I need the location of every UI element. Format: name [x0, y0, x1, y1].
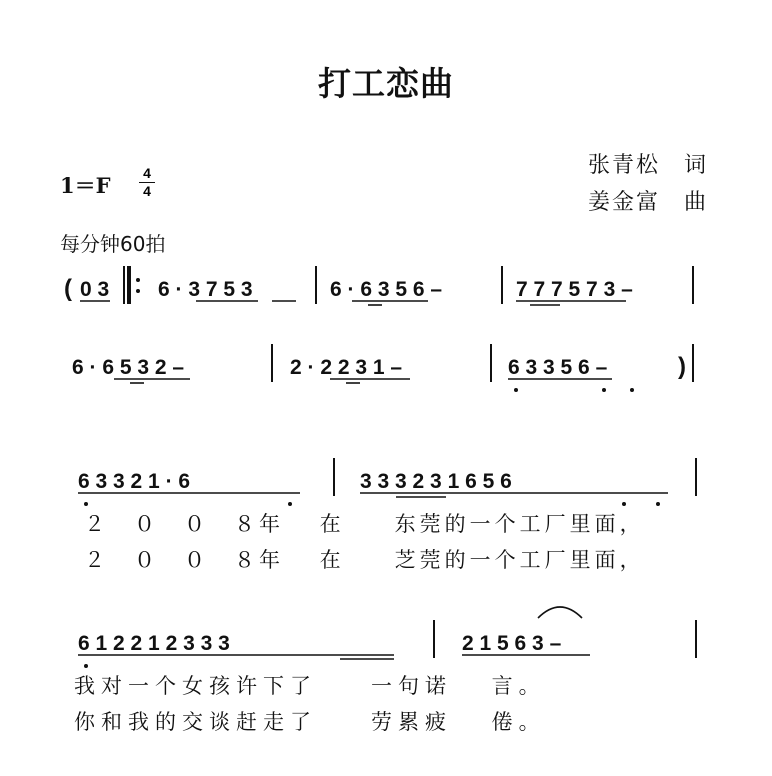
tempo-marking: 每分钟60拍	[60, 232, 166, 256]
octave-dots-row-4	[84, 664, 88, 668]
composer-credit: 姜金富 曲	[587, 190, 708, 215]
time-signature-top: 4	[143, 165, 151, 181]
paren-open: (	[64, 275, 72, 302]
underlines-row-3	[78, 493, 668, 497]
notation-row-1	[64, 275, 633, 302]
notation-phrase: 6 3 3 5 6 –	[508, 356, 608, 379]
notation-phrase: 0 3	[80, 278, 110, 301]
underlines-row-2	[114, 379, 612, 383]
slur	[538, 607, 582, 618]
octave-dots-row-2	[514, 388, 634, 392]
notation-phrase: 6 · 3 7 5 3	[158, 278, 253, 301]
octave-dots-row-3	[84, 502, 660, 506]
notation-row-3	[78, 470, 512, 493]
song-title: 打工恋曲	[318, 64, 454, 103]
notation-phrase: 2 · 2 2 3 1 –	[290, 356, 403, 379]
underlines-row-4	[78, 655, 590, 659]
repeat-dot	[136, 278, 140, 282]
notation-phrase: 6 3 3 2 1 · 6	[78, 470, 191, 493]
lyric-verse-2: ２ ０ ０ ８年 在 芝莞的一个工厂里面，	[84, 548, 645, 572]
notation-phrase: 3 3 3 2 3 1 6 5 6	[360, 470, 512, 493]
notation-phrase: 6 1 2 2 1 2 3 3 3	[78, 632, 230, 655]
underlines-row-1	[80, 301, 626, 305]
notation-row-2	[72, 353, 686, 380]
repeat-dot	[136, 289, 140, 293]
paren-close: )	[678, 353, 686, 380]
notation-phrase: 2 1 5 6 3 –	[462, 632, 562, 655]
barlines	[124, 266, 696, 658]
lyric-verse-1: ２ ０ ０ ８年 在 东莞的一个工厂里面，	[84, 512, 645, 536]
lyricist-credit: 张青松 词	[587, 153, 708, 178]
lyric-verse-2-line-2: 你和我的交谈赶走了 劳累疲 倦。	[74, 710, 546, 734]
notation-phrase: 6 · 6 5 3 2 –	[72, 356, 185, 379]
notation-phrase: 6 · 6 3 5 6 –	[330, 278, 443, 301]
time-signature-bottom: 4	[143, 183, 151, 199]
key-signature: 1＝F	[60, 173, 111, 198]
lyric-verse-1-line-2: 我对一个女孩许下了 一句诺 言。	[74, 674, 546, 698]
notation-row-4	[78, 632, 562, 655]
notation-phrase: 7 7 7 5 7 3 –	[516, 278, 633, 301]
